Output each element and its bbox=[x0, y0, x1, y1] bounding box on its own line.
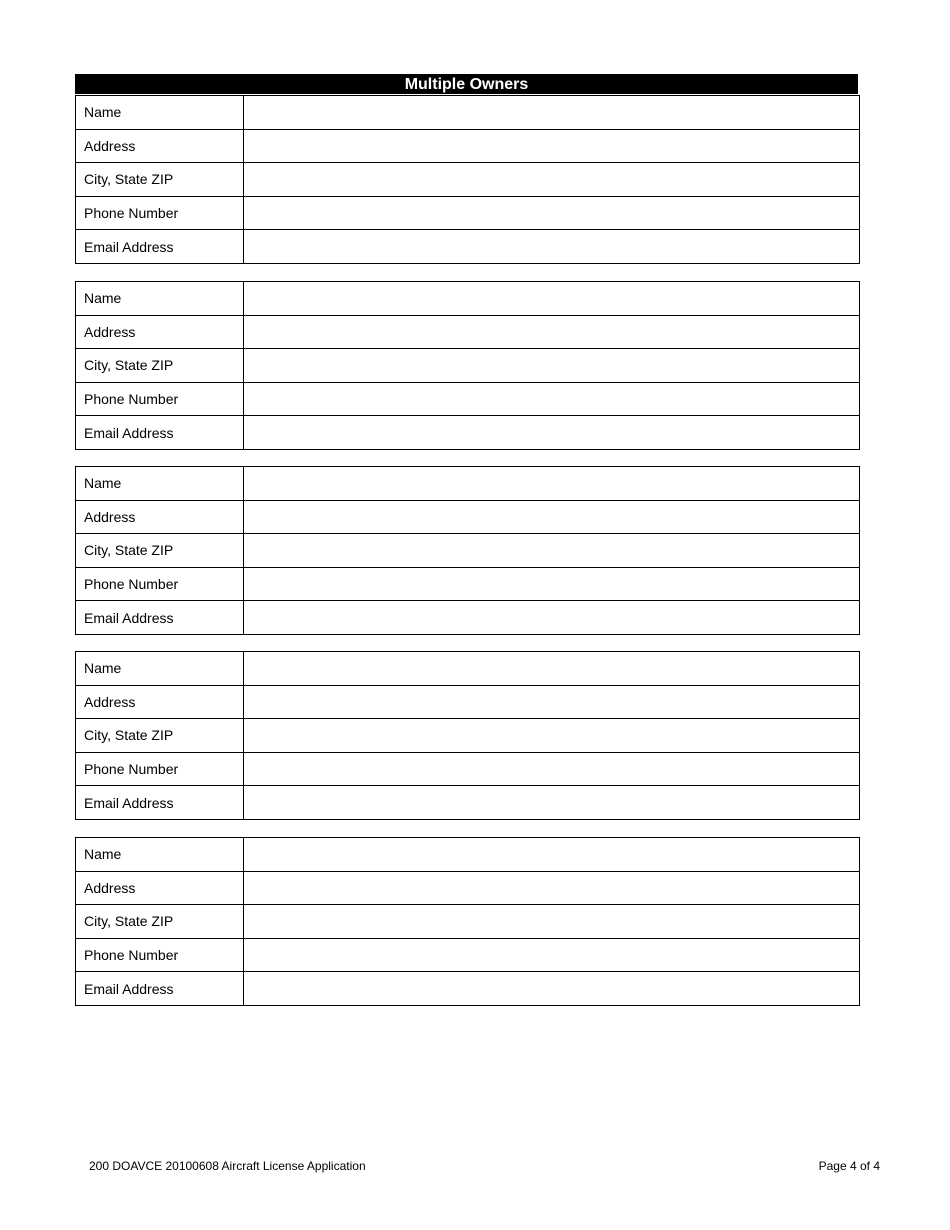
name-label: Name bbox=[76, 467, 244, 501]
email-row bbox=[76, 601, 860, 635]
owner-4-name-input[interactable] bbox=[244, 652, 859, 684]
owner-3-phone-input[interactable] bbox=[244, 568, 859, 600]
page-number: Page 4 of 4 bbox=[818, 1159, 880, 1173]
owner-block-5 bbox=[75, 837, 860, 1006]
city-state-zip-label: City, State ZIP bbox=[76, 719, 244, 753]
name-row bbox=[76, 467, 860, 501]
name-row bbox=[76, 838, 860, 872]
owner-2-email-input[interactable] bbox=[244, 417, 859, 449]
form-id: 200 DOAVCE 20100608 Aircraft License Application bbox=[89, 1159, 366, 1173]
owner-1-phone-input[interactable] bbox=[244, 197, 859, 229]
email-row bbox=[76, 416, 860, 450]
city-state-zip-label: City, State ZIP bbox=[76, 534, 244, 568]
name-row bbox=[76, 282, 860, 316]
email-label: Email Address bbox=[76, 786, 244, 820]
owner-block-1 bbox=[75, 95, 860, 264]
email-row bbox=[76, 230, 860, 264]
email-row bbox=[76, 972, 860, 1006]
name-row bbox=[76, 96, 860, 130]
address-row bbox=[76, 315, 860, 349]
owner-3-city-state-zip-input[interactable] bbox=[244, 534, 859, 566]
owner-3-name-input[interactable] bbox=[244, 467, 859, 499]
owner-1-email-input[interactable] bbox=[244, 231, 859, 263]
owner-4-phone-input[interactable] bbox=[244, 753, 859, 785]
address-label: Address bbox=[76, 500, 244, 534]
address-label: Address bbox=[76, 871, 244, 905]
owner-3-email-input[interactable] bbox=[244, 602, 859, 634]
owner-5-email-input[interactable] bbox=[244, 973, 859, 1005]
owner-2-city-state-zip-input[interactable] bbox=[244, 349, 859, 381]
owner-5-name-input[interactable] bbox=[244, 838, 859, 870]
city-state-zip-row bbox=[76, 905, 860, 939]
name-label: Name bbox=[76, 652, 244, 686]
owner-2-name-input[interactable] bbox=[244, 282, 859, 314]
phone-row bbox=[76, 938, 860, 972]
city-state-zip-label: City, State ZIP bbox=[76, 349, 244, 383]
owner-4-address-input[interactable] bbox=[244, 686, 859, 718]
owner-block-3 bbox=[75, 466, 860, 635]
city-state-zip-row bbox=[76, 534, 860, 568]
phone-row bbox=[76, 567, 860, 601]
phone-label: Phone Number bbox=[76, 382, 244, 416]
phone-row bbox=[76, 752, 860, 786]
phone-row bbox=[76, 196, 860, 230]
owner-4-email-input[interactable] bbox=[244, 787, 859, 819]
owner-1-city-state-zip-input[interactable] bbox=[244, 163, 859, 195]
address-row bbox=[76, 685, 860, 719]
email-label: Email Address bbox=[76, 601, 244, 635]
name-label: Name bbox=[76, 282, 244, 316]
city-state-zip-label: City, State ZIP bbox=[76, 163, 244, 197]
name-label: Name bbox=[76, 838, 244, 872]
email-row bbox=[76, 786, 860, 820]
address-row bbox=[76, 500, 860, 534]
phone-label: Phone Number bbox=[76, 196, 244, 230]
city-state-zip-label: City, State ZIP bbox=[76, 905, 244, 939]
owner-3-address-input[interactable] bbox=[244, 501, 859, 533]
owner-block-4 bbox=[75, 651, 860, 820]
address-row bbox=[76, 129, 860, 163]
phone-label: Phone Number bbox=[76, 938, 244, 972]
address-label: Address bbox=[76, 685, 244, 719]
city-state-zip-row bbox=[76, 163, 860, 197]
owner-5-phone-input[interactable] bbox=[244, 939, 859, 971]
section-title: Multiple Owners bbox=[75, 74, 858, 94]
name-label: Name bbox=[76, 96, 244, 130]
owner-1-address-input[interactable] bbox=[244, 130, 859, 162]
name-row bbox=[76, 652, 860, 686]
owner-5-city-state-zip-input[interactable] bbox=[244, 905, 859, 937]
phone-label: Phone Number bbox=[76, 752, 244, 786]
address-label: Address bbox=[76, 315, 244, 349]
phone-label: Phone Number bbox=[76, 567, 244, 601]
phone-row bbox=[76, 382, 860, 416]
email-label: Email Address bbox=[76, 416, 244, 450]
owner-block-2 bbox=[75, 281, 860, 450]
address-row bbox=[76, 871, 860, 905]
owner-5-address-input[interactable] bbox=[244, 872, 859, 904]
city-state-zip-row bbox=[76, 349, 860, 383]
email-label: Email Address bbox=[76, 972, 244, 1006]
owner-2-phone-input[interactable] bbox=[244, 383, 859, 415]
email-label: Email Address bbox=[76, 230, 244, 264]
owner-4-city-state-zip-input[interactable] bbox=[244, 719, 859, 751]
address-label: Address bbox=[76, 129, 244, 163]
owner-1-name-input[interactable] bbox=[244, 96, 859, 128]
owner-2-address-input[interactable] bbox=[244, 316, 859, 348]
city-state-zip-row bbox=[76, 719, 860, 753]
